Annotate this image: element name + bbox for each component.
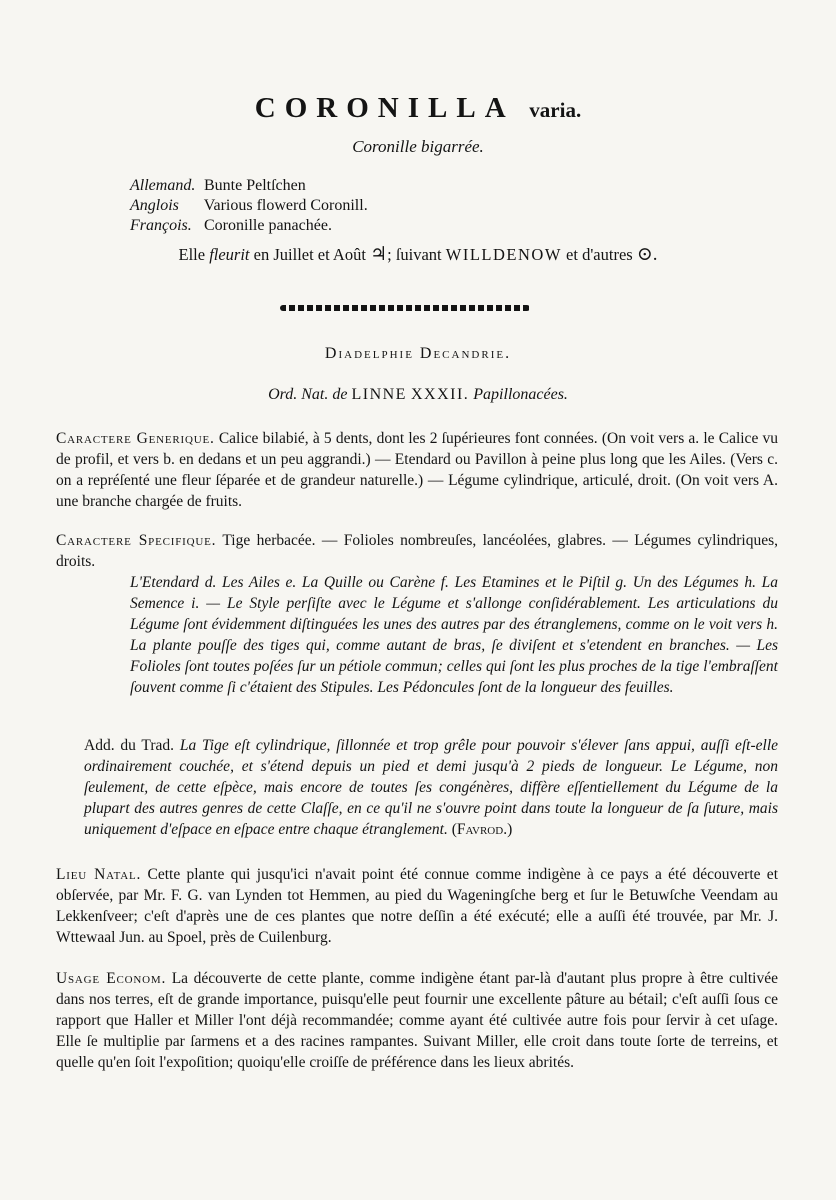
specific-text: Tige herbacée. — Folioles nombreuſes, lancéolées, glabres. — Légumes cylindriques, droits. <box>56 532 778 570</box>
vernacular-name: Various flowerd Coronill. <box>203 197 368 214</box>
addition-text: La Tige eſt cylindrique, ſillonnée et trop grêle pour pouvoir s'élever ſans appui, auſſi eſt-elle ordinairement couchée, et s'étend depuis un pied et demi jusqu'à 2 pieds de longueur. Le Légume, non ſeulement, de cette eſpèce, mais encore de toutes ſes congénères, diffère eſſentiellement du Légume de la plupart des autres genres de cette Claſſe, en ce qu'il ne s'ouvre point dans toute la longueur de ſa ſuture, mais uniquement d'eſpace en eſpace entre chaque étranglement. <box>84 737 778 838</box>
page-title <box>0 92 836 125</box>
perennial-symbol: ♃ <box>370 244 388 265</box>
vernacular-name: Coronille panachée. <box>204 217 332 234</box>
linnaean-class: Diadelphie Decandrie. <box>324 345 512 362</box>
annual-symbol: ⊙. <box>636 244 658 265</box>
plant-parts-description: L'Etendard d. Les Ailes e. La Quille ou Carène f. Les Etamines et le Piſtil g. Un des Légumes h. La Semence i. — Le Style perſiſte avec le Légume et s'allonge conſidérablement. Les articulations du Légume ſont évidemment diſtinguées les unes des autres par des étranglemens, comme on le voit vers h. La plante pouſſe des tiges qui, comme autant de bras, ſe diviſent et s'etendent en branches. — Les Folioles ſont toutes poſées ſur un pétiole commun; celles qui ſont les plus proches de la tige l'embraſſent ſouvent comme ſi c'étaient des Stipules. Les Pédoncules ſont de la longueur des feuilles. <box>130 574 778 696</box>
flowering-author: WILLDENOW <box>445 245 562 264</box>
species-name: varia. <box>529 98 582 122</box>
order-family: Papillonacées. <box>473 386 568 403</box>
usage-heading: Usage Econom. <box>56 970 167 987</box>
flowering-months: en Juillet et Août <box>253 245 366 264</box>
vernacular-names <box>130 176 368 236</box>
vernacular-row <box>130 216 368 236</box>
french-name: Coronille bigarrée. <box>352 137 484 156</box>
vernacular-language: Anglois <box>130 197 179 214</box>
flowering-following: ; ſuivant <box>387 245 442 264</box>
addition-label: Add. du Trad. <box>84 737 175 754</box>
flowering-verb: fleurit <box>209 245 250 264</box>
generic-heading: Caractere Generique. <box>56 430 215 447</box>
usage-text: La découverte de cette plante, comme indigène étant par-là d'autant plus propre à être cultivée dans nos terres, eſt de grande importance, puisqu'elle peut fournir une excellente pâture au bétail; c'eſt auſſi ſous ce rapport que Haller et Miller l'ont déjà recommandée; comme ayant été cultivée autre fois pour ſervir à cet uſage. Elle ſe multiplie par ſarmens et a des racines rampantes. Suivant Miller, elle croit dans toute ſorte de terreins, et quelle qu'en ſoit l'expoſition; quoiqu'elle croiſſe de préférence dans les lieux abrités. <box>56 970 779 1071</box>
translator-addition <box>84 735 778 840</box>
vernacular-language: Allemand. <box>130 177 196 194</box>
ornamental-divider <box>280 305 530 311</box>
natural-order <box>0 386 836 404</box>
generic-character <box>56 428 778 512</box>
order-number: XXXII. <box>410 386 470 403</box>
generic-text: Calice bilabié, à 5 dents, dont les 2 ſupérieures font connées. (On voit vers a. le Calice vu de profil, et vers b. en dedans et un peu aggrandi.) — Etendard ou Pavillon à peine plus long que les Ailes. (Vers c. on a repréſenté une fleur ſéparée et de grandeur naturelle.) — Légume cylindrique, articulé, droit. (On voit vers A. une branche chargée de fruits. <box>56 430 779 510</box>
habitat-text: Cette plante qui jusqu'ici n'avait point été connue comme indigène à ce pays a été découverte et obſervée, par Mr. F. G. van Lynden tot Hemmen, au pied du Wageningſche berg et ſur le Betuwſche Veendam au Lekkenſveer; c'eſt d'après une de ces plantes que notre deſſin a été exécuté; elle a auſſi été trouvée, par Mr. J. Wttewaal Jun. au Spoel, près de Cuilenburg. <box>56 866 778 946</box>
native-habitat <box>56 864 778 948</box>
vernacular-language: François. <box>130 217 192 234</box>
flowering-pre: Elle <box>178 245 206 264</box>
vernacular-name: Bunte Peltſchen <box>204 177 306 194</box>
genus-name: CORONILLA <box>254 92 514 124</box>
addition-author: (Favrod.) <box>451 821 513 838</box>
economic-usage <box>56 968 778 1073</box>
flowering-line <box>0 243 836 266</box>
vernacular-row <box>130 196 368 216</box>
vernacular-row <box>130 176 368 196</box>
order-prefix: Ord. Nat. de <box>268 386 348 403</box>
order-author: LINNE <box>351 386 407 403</box>
specific-heading: Caractere Specifique. <box>56 532 217 549</box>
habitat-heading: Lieu Natal. <box>56 866 142 883</box>
flowering-others: et d'autres <box>566 245 633 264</box>
specific-character <box>56 530 778 572</box>
